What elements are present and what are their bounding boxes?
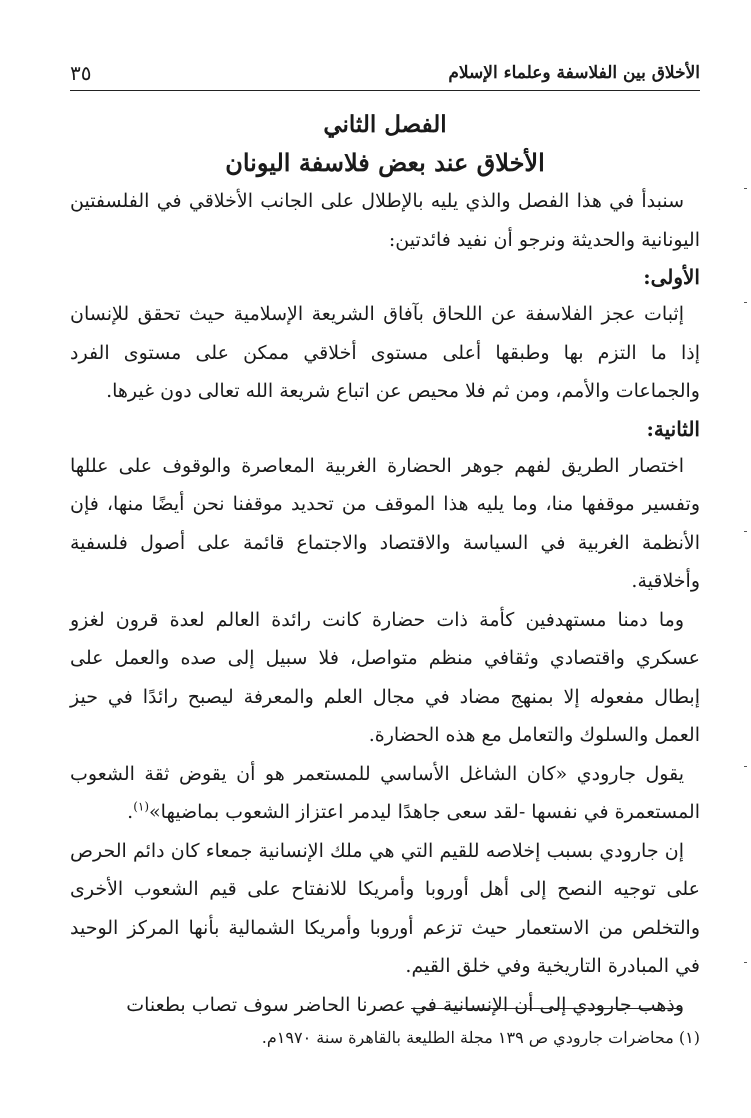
chapter-title: الفصل الثاني	[323, 111, 447, 138]
footnote-reference[interactable]: (١)	[133, 799, 150, 814]
running-header	[70, 58, 700, 88]
quote-text: يقول جارودي «كان الشاغل الأساسي للمستعمر هو أن يقوض ثقة الشعوب المستعمرة في نفسها -لقد سعى جاهدًا ليدمر اعتزاز الشعوب بماضيها»	[70, 762, 700, 823]
second-point-label: الثانية:	[646, 416, 700, 441]
footnote: (١) محاضرات جارودي ص ١٣٩ مجلة الطليعة بالقاهرة سنة ١٩٧٠م.	[261, 1028, 700, 1047]
header-title: الأخلاق بين الفلاسفة وعلماء الإسلام	[448, 63, 700, 83]
paragraph-garaudy-quote	[70, 755, 700, 832]
paragraph-garaudy-values: إن جارودي بسبب إخلاصه للقيم التي هي ملك الإنسانية جمعاء كان دائم الحرص على توجيه النصح إلى أهل أوروبا وأمريكا للانفتاح على قيم الشعوب الأخرى والتخلص من الاستعمار حيث تزعم أوروبا وأمريكا الشمالية بأنها المركز الوحيد في المبادرة التاريخية وفي خلق القيم.	[70, 839, 700, 977]
first-point-label: الأولى:	[643, 265, 700, 289]
second-point-paragraph: اختصار الطريق لفهم جوهر الحضارة الغربية المعاصرة والوقوف على عللها وتفسير موقفها منا، وما يليه هذا الموقف من تحديد موقفنا نحن أيضًا منها، فإن الأنظمة الغربية في السياسة والاقتصاد والاجتماع قائمة على أصول فلسفية وأخلاقية.	[70, 454, 700, 592]
margin-tick	[744, 766, 747, 767]
quote-end: .	[127, 801, 134, 823]
first-point-paragraph: إثبات عجز الفلاسفة عن اللحاق بآفاق الشريعة الإسلامية حيث تحقق للإنسان إذا ما التزم بها وطبقها أعلى مستوى أخلاقي ممكن على مستوى الفرد والجماعات والأمم، ومن ثم فلا محيص عن اتباع شريعة الله تعالى دون غيرها.	[70, 303, 700, 402]
footnote-separator	[411, 1008, 681, 1009]
paragraph-garaudy-humanity: وذهب جارودي إلى أن الإنسانية في عصرنا الحاضر سوف تصاب بطعنات	[126, 993, 684, 1016]
intro-paragraph: سنبدأ في هذا الفصل والذي يليه بالإطلال على الجانب الأخلاقي في الفلسفتين اليونانية والحديثة ونرجو أن نفيد فائدتين:	[70, 190, 700, 251]
margin-tick	[744, 531, 747, 532]
header-rule	[70, 90, 700, 91]
page-number: ٣٥	[70, 61, 92, 85]
chapter-subtitle: الأخلاق عند بعض فلاسفة اليونان	[225, 148, 545, 177]
margin-tick	[744, 302, 747, 303]
paragraph-targeted-nation: وما دمنا مستهدفين كأمة ذات حضارة كانت رائدة العالم لعدة قرون لغزو عسكري واقتصادي وثقافي منظم متواصل، فلا سبيل إلى صده والعمل على إبطال مفعوله إلا بمنهج مضاد في مجال العلم والمعرفة ليصبح رائدًا في حيز العمل والسلوك والتعامل مع هذه الحضارة.	[70, 608, 700, 746]
margin-tick	[744, 188, 747, 189]
page-body	[70, 108, 700, 1024]
margin-tick	[744, 962, 747, 963]
